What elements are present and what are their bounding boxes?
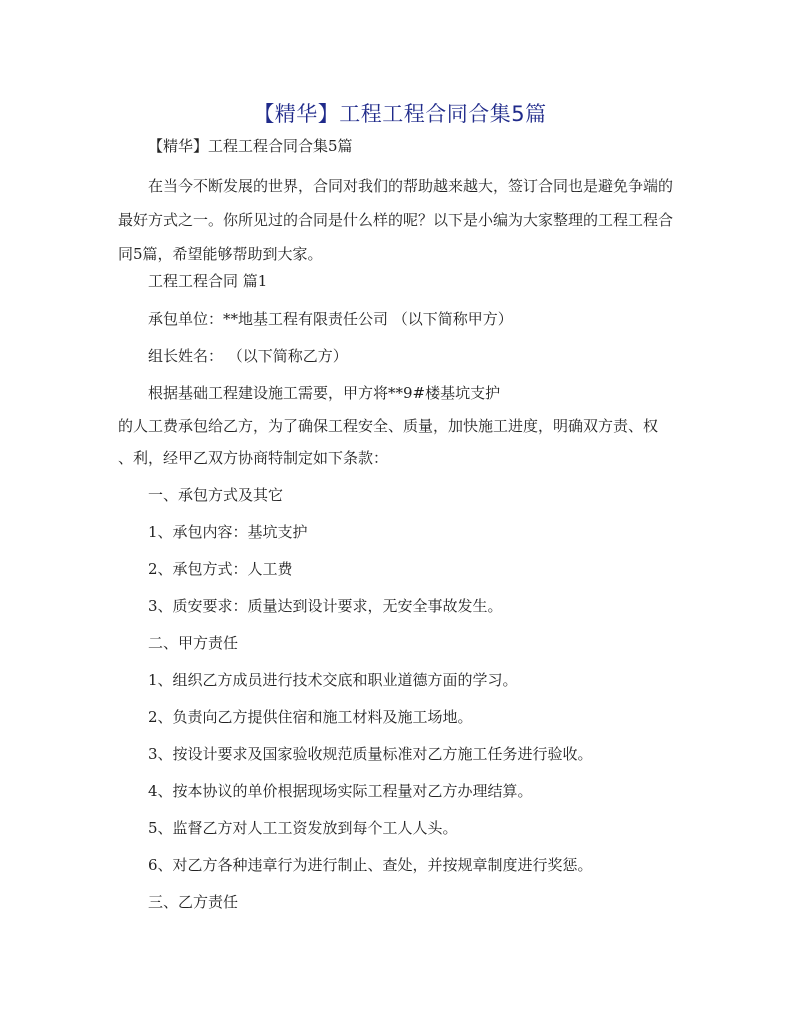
- clause-item: 4、按本协议的单价根据现场实际工程量对乙方办理结算。: [148, 782, 533, 800]
- clause-item: 1、承包内容：基坑支护: [148, 523, 308, 541]
- clause-item: 2、负责向乙方提供住宿和施工材料及施工场地。: [148, 708, 473, 726]
- team-leader-line: 组长姓名： （以下简称乙方）: [148, 347, 348, 365]
- clause-heading-1: 一、承包方式及其它: [148, 486, 284, 504]
- intro-paragraph: [118, 169, 686, 271]
- contractor-line: 承包单位：**地基工程有限责任公司 （以下简称甲方）: [148, 310, 513, 328]
- clause-item: 2、承包方式：人工费: [148, 560, 293, 578]
- clause-item: 3、按设计要求及国家验收规范质量标准对乙方施工任务进行验收。: [148, 745, 593, 763]
- basis-line-3: 、利，经甲乙双方协商特制定如下条款：: [118, 449, 389, 467]
- basis-line-2: 的人工费承包给乙方，为了确保工程安全、质量，加快施工进度，明确双方责、权: [118, 417, 659, 435]
- document-title: 【精华】工程工程合同合集5篇: [253, 102, 547, 126]
- clause-heading-3: 三、乙方责任: [148, 893, 239, 911]
- clause-item: 6、对乙方各种违章行为进行制止、查处，并按规章制度进行奖惩。: [148, 856, 593, 874]
- basis-line-1: 根据基础工程建设施工需要，甲方将**9#楼基坑支护: [148, 384, 501, 402]
- intro-text: 在当今不断发展的世界，合同对我们的帮助越来越大，签订合同也是避免争端的最好方式之一。你所见过的合同是什么样的呢？以下是小编为大家整理的工程工程合同5篇，希望能够帮助到大家。: [118, 177, 674, 263]
- section-heading: 工程工程合同 篇1: [148, 272, 268, 290]
- clause-heading-2: 二、甲方责任: [148, 634, 239, 652]
- clause-item: 5、监督乙方对人工工资发放到每个工人人头。: [148, 819, 458, 837]
- clause-item: 3、质安要求：质量达到设计要求，无安全事故发生。: [148, 597, 503, 615]
- clause-item: 1、组织乙方成员进行技术交底和职业道德方面的学习。: [148, 671, 518, 689]
- document-subtitle: 【精华】工程工程合同合集5篇: [148, 137, 353, 155]
